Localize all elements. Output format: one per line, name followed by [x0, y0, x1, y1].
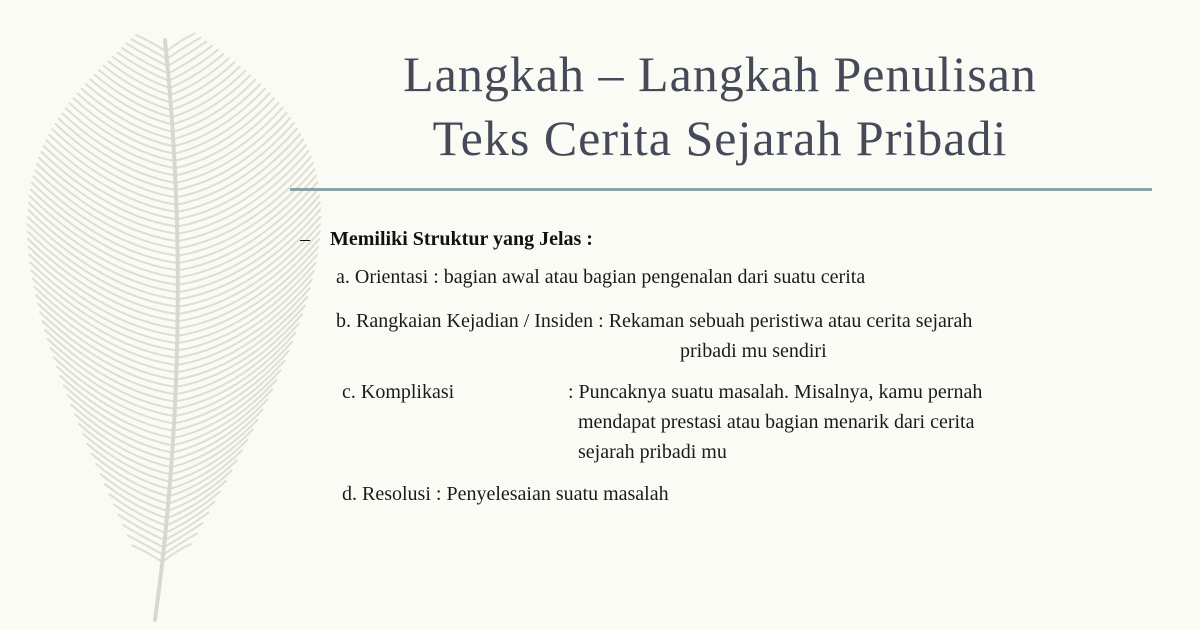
- item-komplikasi-cont-2: sejarah pribadi mu: [578, 441, 727, 463]
- bullet-dash: –: [300, 228, 310, 250]
- title-line-1: Langkah – Langkah Penulisan: [403, 46, 1037, 102]
- item-komplikasi-label: c. Komplikasi: [342, 381, 455, 403]
- item-komplikasi-text: : Puncaknya suatu masalah. Misalnya, kamu pernah: [568, 381, 983, 403]
- item-komplikasi-cont-1: mendapat prestasi atau bagian menarik dari cerita: [578, 411, 975, 433]
- title-line-2: Teks Cerita Sejarah Pribadi: [432, 110, 1008, 166]
- item-rangkaian-kejadian: b. Rangkaian Kejadian / Insiden : Rekaman sebuah peristiwa atau cerita sejarah: [336, 310, 973, 332]
- section-heading-text: Memiliki Struktur yang Jelas :: [330, 228, 593, 250]
- item-resolusi: d. Resolusi : Penyelesaian suatu masalah: [342, 483, 669, 505]
- item-rangkaian-kejadian-cont: pribadi mu sendiri: [680, 340, 827, 362]
- section-heading: [300, 228, 593, 251]
- slide-title: [290, 42, 1150, 170]
- item-orientasi: a. Orientasi : bagian awal atau bagian pengenalan dari suatu cerita: [336, 266, 866, 288]
- title-divider: [290, 188, 1152, 191]
